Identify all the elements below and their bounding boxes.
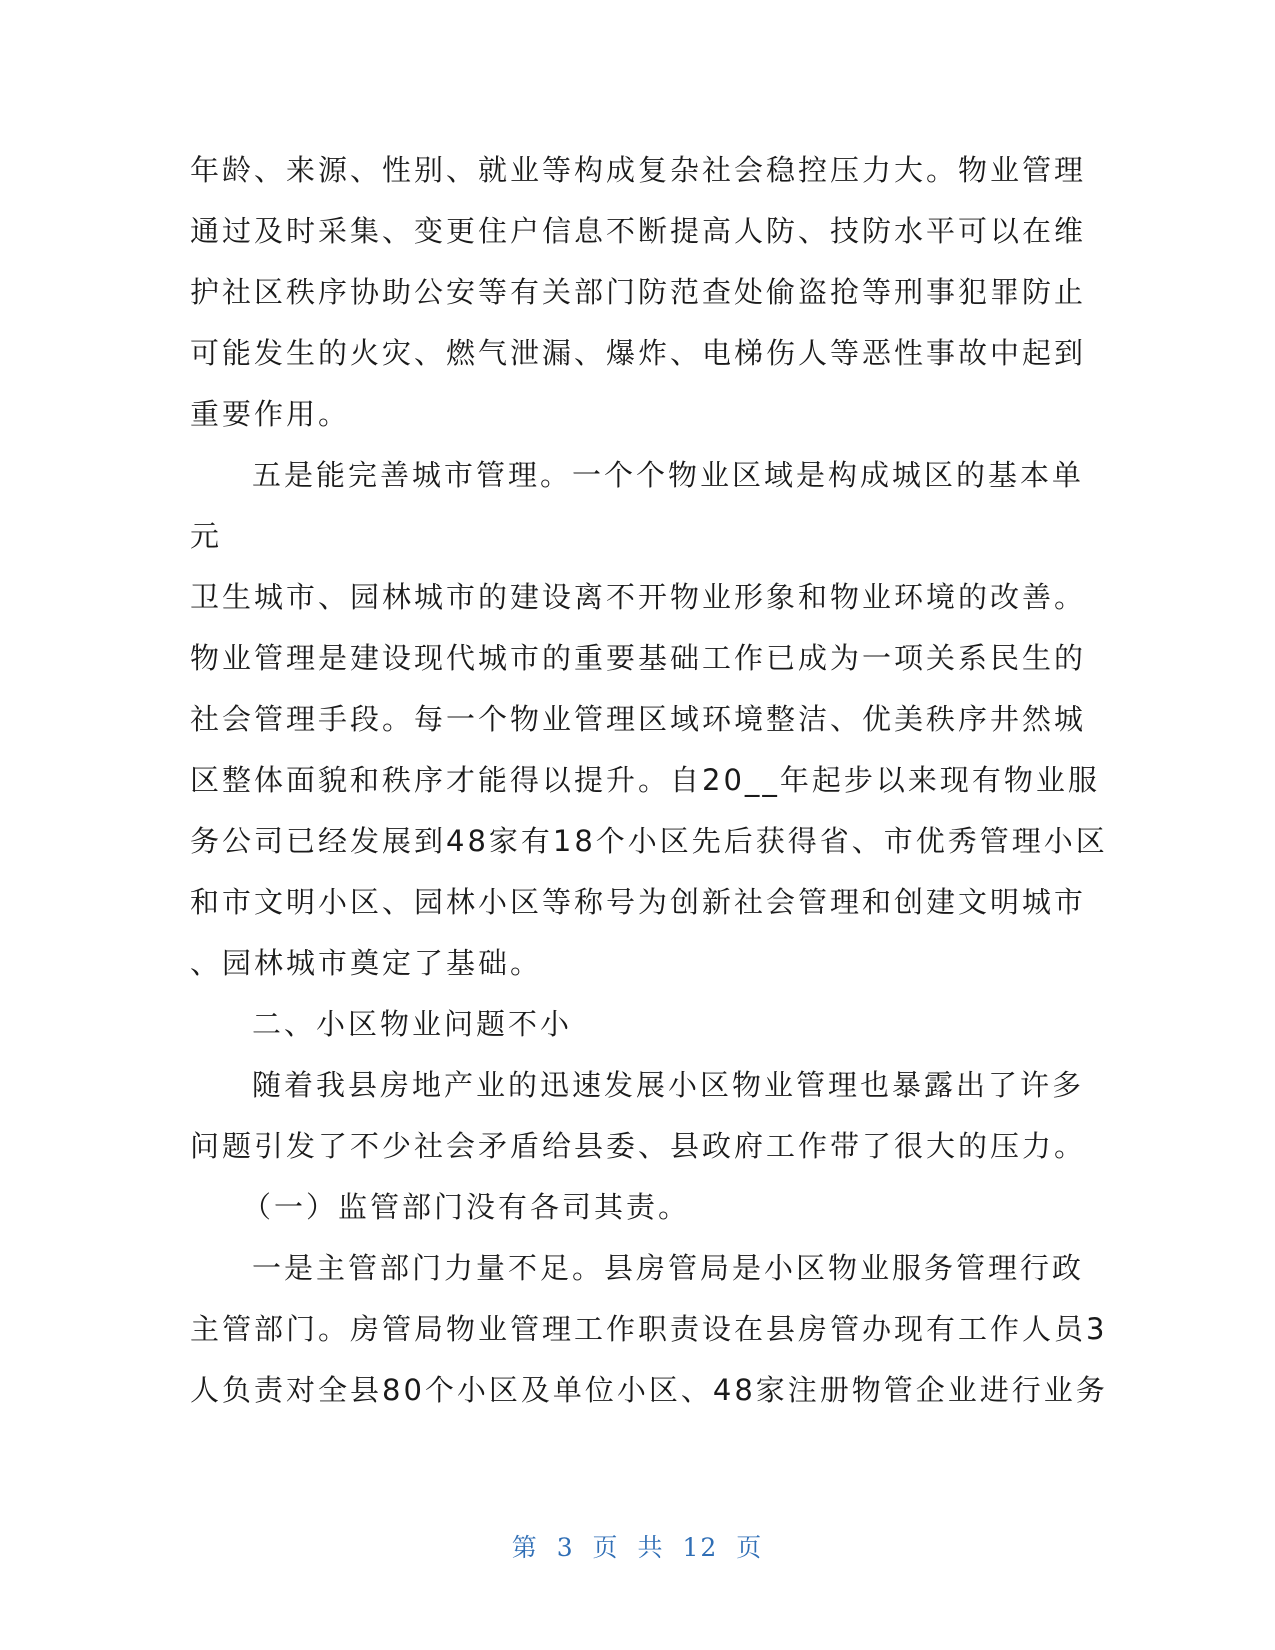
footer-page-unit: 页 [592, 1533, 620, 1562]
paragraph-start-line: 随着我县房地产业的迅速发展小区物业管理也暴露出了许多 [252, 1068, 1085, 1102]
text-line: 重要作用。 [190, 397, 351, 431]
subsection-heading: （一）监管部门没有各司其责。 [242, 1190, 691, 1224]
paragraph-start-line: 一是主管部门力量不足。县房管局是小区物业服务管理行政 [252, 1251, 1085, 1285]
text-line: 、园林城市奠定了基础。 [190, 946, 543, 980]
text-line: 区整体面貌和秩序才能得以提升。自20__年起步以来现有物业服 [190, 763, 1100, 797]
text-line: 通过及时采集、变更住户信息不断提高人防、技防水平可以在维 [190, 214, 1087, 248]
text-line: 物业管理是建设现代城市的重要基础工作已成为一项关系民生的 [190, 641, 1087, 675]
text-line: 护社区秩序协助公安等有关部门防范查处偷盗抢等刑事犯罪防止 [190, 275, 1087, 309]
text-line: 卫生城市、园林城市的建设离不开物业形象和物业环境的改善。 [190, 580, 1087, 614]
text-line: 问题引发了不少社会矛盾给县委、县政府工作带了很大的压力。 [190, 1129, 1087, 1163]
footer-page-number: 3 [556, 1533, 575, 1562]
text-line: 主管部门。房管局物业管理工作职责设在县房管办现有工作人员3 [190, 1312, 1108, 1346]
text-line: 可能发生的火灾、燃气泄漏、爆炸、电梯伤人等恶性事故中起到 [190, 336, 1087, 370]
text-line: 年龄、来源、性别、就业等构成复杂社会稳控压力大。物业管理 [190, 153, 1087, 187]
section-heading: 二、小区物业问题不小 [252, 1007, 573, 1041]
body-text [190, 140, 1108, 1421]
page-footer [0, 1528, 1275, 1564]
footer-prefix: 第 [511, 1533, 539, 1562]
paragraph-start-line: 五是能完善城市管理。一个个物业区域是构成城区的基本单 [252, 458, 1085, 492]
text-line: 务公司已经发展到48家有18个小区先后获得省、市优秀管理小区 [190, 824, 1108, 858]
footer-total-unit: 页 [736, 1533, 764, 1562]
text-line: 元 [190, 519, 223, 553]
footer-total-pages: 12 [682, 1533, 719, 1562]
text-line: 和市文明小区、园林小区等称号为创新社会管理和创建文明城市 [190, 885, 1087, 919]
text-line: 社会管理手段。每一个物业管理区域环境整洁、优美秩序井然城 [190, 702, 1087, 736]
footer-total-prefix: 共 [637, 1533, 665, 1562]
text-line: 人负责对全县80个小区及单位小区、48家注册物管企业进行业务 [190, 1373, 1108, 1407]
